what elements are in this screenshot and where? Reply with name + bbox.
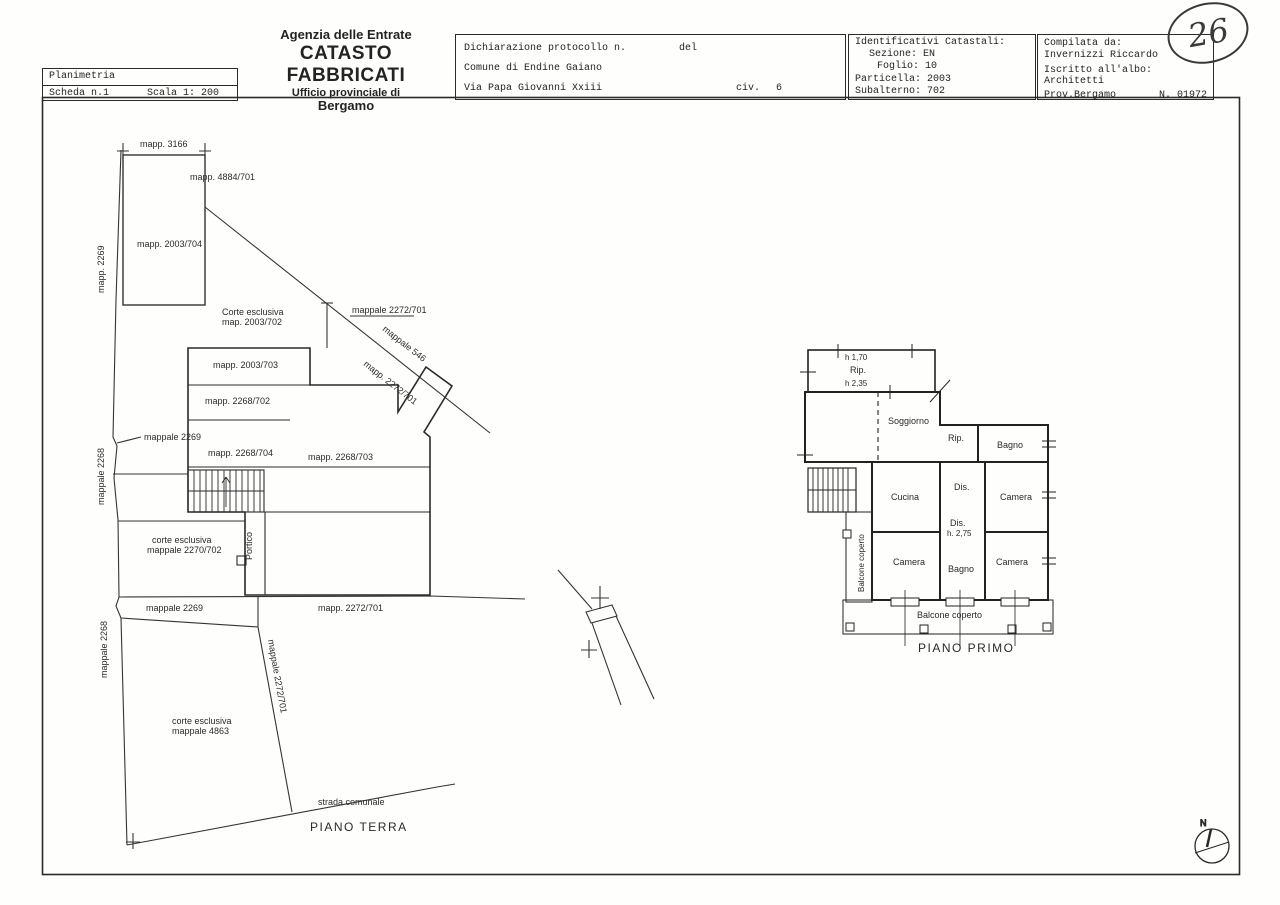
scale-label: Scala 1: 200 <box>146 88 219 99</box>
staircase-arrow <box>222 477 230 507</box>
boundary-segment <box>592 623 621 705</box>
label-mapp-2268-702: mapp. 2268/702 <box>205 396 271 406</box>
label-corte-2003-702-line1: Corte esclusiva <box>222 307 284 317</box>
label-mapp-2268-703: mapp. 2268/703 <box>308 452 374 462</box>
compiled-by-label: Compilata da: <box>1044 38 1123 49</box>
handwritten-sheet-number: 26 <box>1184 10 1232 56</box>
ground-floor-title: PIANO TERRA <box>310 820 408 834</box>
label-portico: Portico <box>244 531 254 560</box>
label-height-235: h 2,35 <box>845 379 868 388</box>
label-balcone-west: Balcone coperto <box>857 534 866 592</box>
label-mappale-2272-701-underlined: mappale 2272/701 <box>352 305 427 315</box>
label-camera-mid: Camera <box>1000 492 1033 502</box>
label-cucina: Cucina <box>891 492 920 502</box>
first-floor-staircase-treads <box>808 468 856 512</box>
label-mappale-2268-vertical-2: mappale 2268 <box>99 620 109 678</box>
register-label: Iscritto all'albo: <box>1044 64 1153 76</box>
label-camera-br: Camera <box>996 557 1029 567</box>
plan-type-label: Planimetria <box>43 69 237 86</box>
label-mappale-2269-b: mappale 2269 <box>146 603 204 613</box>
label-corte-2003-702-line2: map. 2003/702 <box>222 317 283 327</box>
label-dis-1: Dis. <box>954 482 970 492</box>
label-camera-bl: Camera <box>893 557 926 567</box>
south-boundary-line <box>119 596 525 599</box>
street-label: Via Papa Giovanni Xxiii <box>464 83 603 94</box>
label-corte-4863-line1: corte esclusiva <box>172 716 232 726</box>
balcony-pillar <box>846 623 854 631</box>
compass-north-label: N <box>1200 818 1207 828</box>
protocol-label: Dichiarazione protocollo n. <box>464 43 627 54</box>
label-height-275: h. 2,75 <box>947 529 972 538</box>
province-name: Bergamo <box>317 98 375 114</box>
label-corte-2270-702-line1: corte esclusiva <box>152 535 212 545</box>
window-ticks <box>797 380 1056 564</box>
compass-circle <box>1195 829 1229 863</box>
ground-floor-labels <box>96 139 428 834</box>
civ-number: 6 <box>776 83 783 94</box>
road-boundary-tick <box>437 784 455 787</box>
label-mapp-2268-704: mapp. 2268/704 <box>208 448 274 458</box>
label-mapp-2003-703: mapp. 2003/703 <box>213 360 279 370</box>
first-floor-title: PIANO PRIMO <box>918 641 1015 655</box>
subalterno-value: Subalterno: 702 <box>855 85 946 97</box>
road-boundary <box>127 787 437 845</box>
balcony-pillar <box>920 625 928 633</box>
label-balcone-south: Balcone coperto <box>917 610 983 620</box>
sezione-value: Sezione: EN <box>869 49 936 61</box>
label-height-170: h 1,70 <box>845 353 868 362</box>
catasto-title: CATASTO FABBRICATI <box>286 42 406 86</box>
label-mappale-546: mappale 546 <box>380 323 428 364</box>
label-mappale-2272-701-diagonal-2: mappale 2272/701 <box>266 638 289 714</box>
label-rip-small: Rip. <box>948 433 965 443</box>
cadastral-ids-title: Identificativi Catastali: <box>855 37 1006 48</box>
north-compass-icon <box>1195 818 1229 863</box>
drawing-frame <box>43 98 1240 875</box>
foglio-value: Foglio: 10 <box>877 61 938 73</box>
first-floor-labels <box>845 353 1032 655</box>
label-mapp-3166: mapp. 3166 <box>140 139 188 149</box>
label-strada-comunale: strada comunale <box>318 797 385 807</box>
agency-name: Agenzia delle Entrate <box>280 27 412 42</box>
label-mapp-2272-701-b: mapp. 2272/701 <box>318 603 384 613</box>
boundary-cross-tick <box>126 833 140 849</box>
compass-needle <box>1207 829 1211 847</box>
band-bottom-line <box>121 618 258 627</box>
compass-crossline <box>1195 842 1229 853</box>
label-mapp-2272-701-diagonal: mapp. 2272/701 <box>361 358 420 407</box>
label-corte-4863-line2: mappale 4863 <box>172 726 230 736</box>
label-bagno-top: Bagno <box>997 440 1024 450</box>
civ-label: civ. <box>736 83 761 94</box>
protocol-date-label: del <box>679 43 698 54</box>
label-mappale-2268-vertical-1: mappale 2268 <box>96 447 106 505</box>
boundary-segment <box>616 616 654 699</box>
label-mappale-2269-a: mappale 2269 <box>144 432 202 442</box>
compiler-name: Invernizzi Riccardo <box>1044 49 1159 61</box>
office-label: Ufficio provinciale di <box>291 86 401 99</box>
ground-floor-building <box>188 348 452 595</box>
particella-value: Particella: 2003 <box>855 73 952 85</box>
label-dis-2: Dis. <box>950 518 966 528</box>
label-mapp-2269-vertical: mapp. 2269 <box>96 245 106 293</box>
leader-line-2269 <box>117 437 141 443</box>
balcony-pillar <box>843 530 851 538</box>
label-mapp-4884-701: mapp. 4884/701 <box>190 172 256 182</box>
label-rip-top: Rip. <box>850 365 867 375</box>
label-corte-2270-702-line2: mappale 2270/702 <box>147 545 222 555</box>
boundary-segment <box>558 570 592 609</box>
sheet-number-label: Scheda n.1 <box>49 88 110 99</box>
label-mapp-2003-704: mapp. 2003/704 <box>137 239 203 249</box>
parcel-boundary-west <box>113 150 127 845</box>
comune-label: Comune di Endine Gaiano <box>464 63 603 74</box>
annex-rip-outline <box>808 350 935 392</box>
register-type: Architetti <box>1044 76 1105 88</box>
register-number: N. 01972 <box>1158 90 1207 102</box>
label-bagno-bottom: Bagno <box>948 564 975 574</box>
balcony-pillar <box>1043 623 1051 631</box>
label-soggiorno: Soggiorno <box>888 416 930 426</box>
compiler-province: Prov.Bergamo <box>1044 90 1117 102</box>
